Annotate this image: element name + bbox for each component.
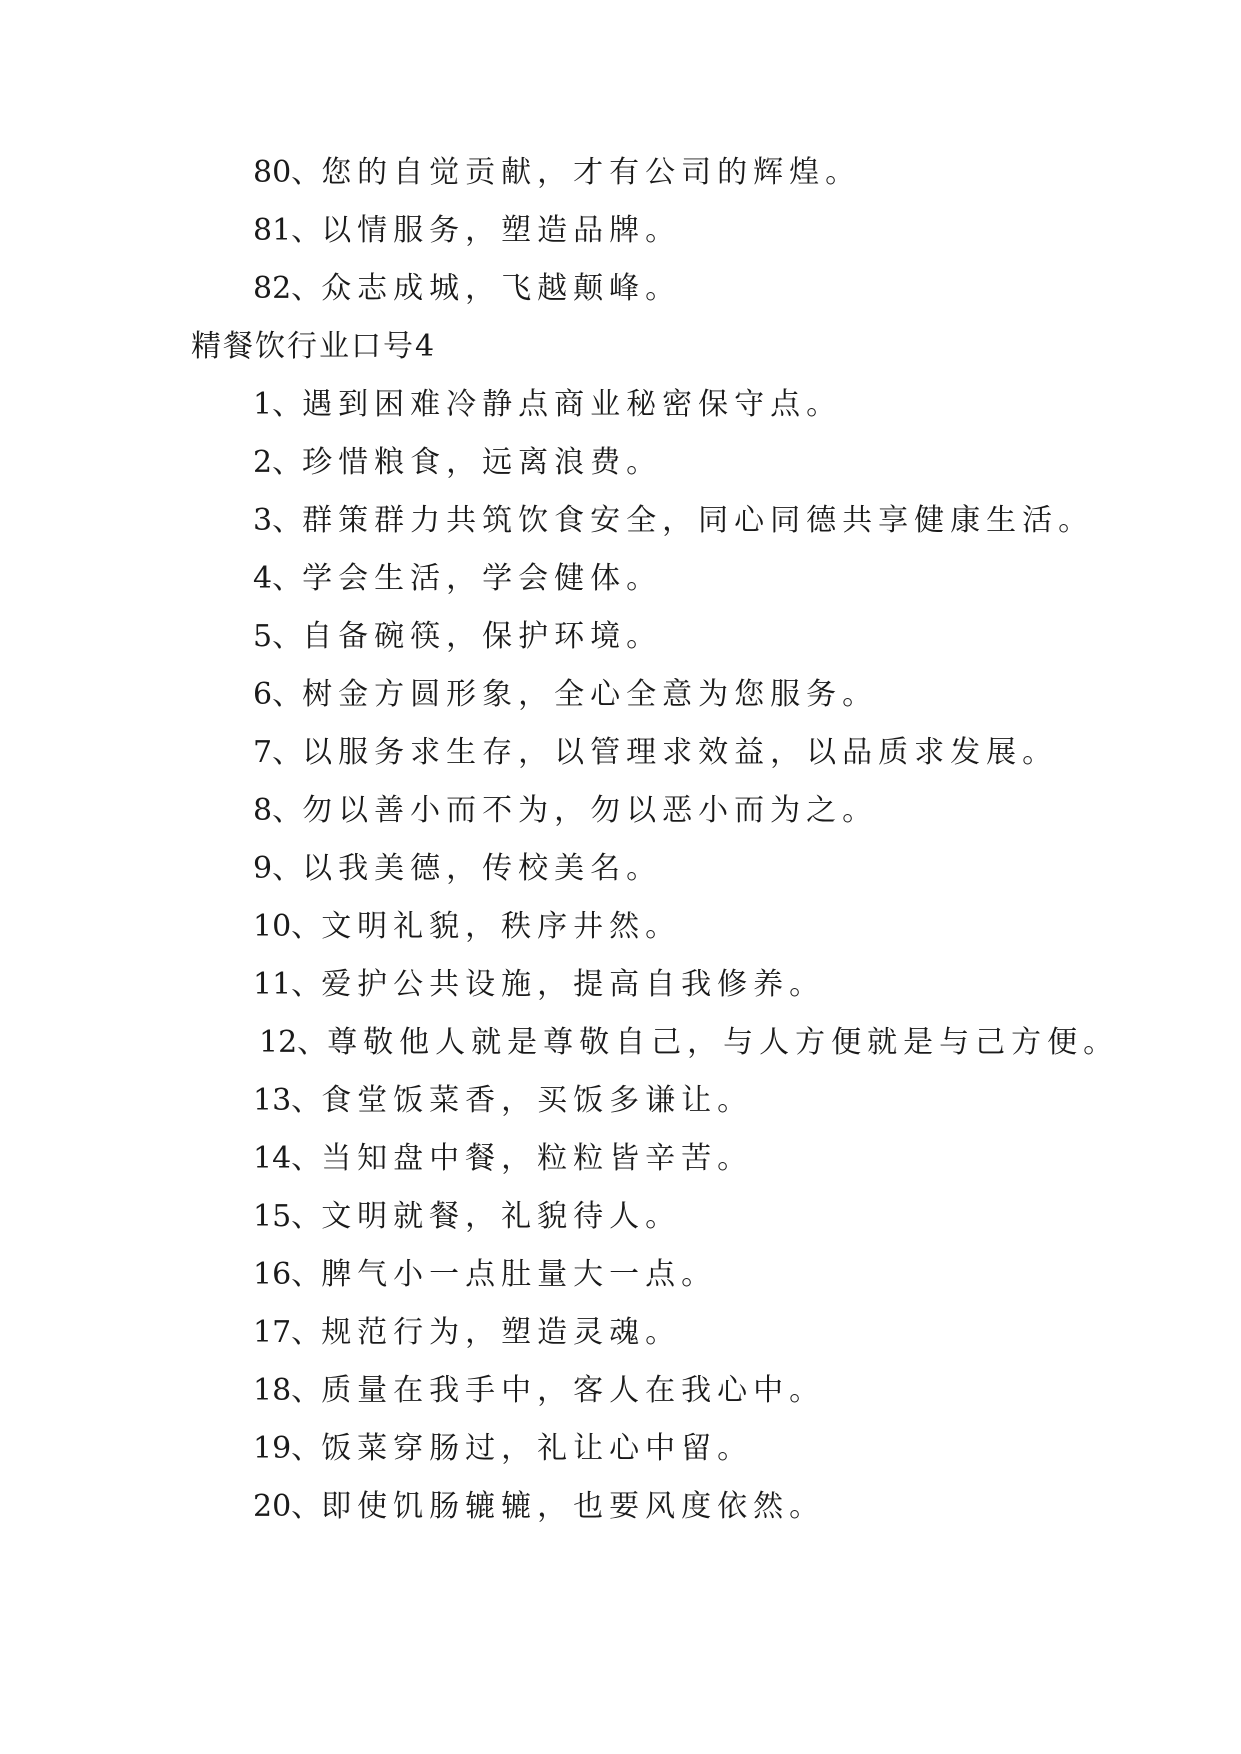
item-number: 13、 xyxy=(253,1083,322,1118)
item-number: 12、 xyxy=(259,1025,328,1060)
item-number: 4、 xyxy=(253,561,303,596)
item-text: 脾气小一点肚量大一点。 xyxy=(321,1257,718,1292)
list-item xyxy=(0,260,1241,318)
item-number: 2、 xyxy=(253,445,303,480)
item-text: 珍惜粮食，远离浪费。 xyxy=(302,445,663,480)
item-number: 16、 xyxy=(253,1257,322,1292)
item-text: 以我美德，传校美名。 xyxy=(302,851,663,886)
list-item xyxy=(0,202,1241,260)
item-text: 当知盘中餐，粒粒皆辛苦。 xyxy=(321,1141,754,1176)
list-item xyxy=(0,1014,1241,1072)
item-number: 1、 xyxy=(253,387,303,422)
item-text: 自备碗筷，保护环境。 xyxy=(302,619,663,654)
list-item xyxy=(0,782,1241,840)
item-text: 尊敬他人就是尊敬自己，与人方便就是与己方便。 xyxy=(327,1025,1120,1060)
item-number: 7、 xyxy=(253,735,303,770)
item-number: 8、 xyxy=(253,793,303,828)
item-text: 群策群力共筑饮食安全，同心同德共享健康生活。 xyxy=(302,503,1095,538)
item-text: 食堂饭菜香，买饭多谦让。 xyxy=(321,1083,754,1118)
item-text: 规范行为，塑造灵魂。 xyxy=(321,1315,682,1350)
section-title: 精餐饮行业口号4 xyxy=(191,329,437,364)
list-item xyxy=(0,550,1241,608)
list-item xyxy=(0,1246,1241,1304)
item-number: 18、 xyxy=(253,1373,322,1408)
list-item xyxy=(0,1188,1241,1246)
item-text: 饭菜穿肠过，礼让心中留。 xyxy=(321,1431,754,1466)
item-number: 15、 xyxy=(253,1199,322,1234)
item-text: 爱护公共设施，提高自我修养。 xyxy=(321,967,826,1002)
list-item xyxy=(0,1362,1241,1420)
item-number: 20、 xyxy=(253,1489,322,1524)
item-text: 树金方圆形象，全心全意为您服务。 xyxy=(302,677,879,712)
item-text: 质量在我手中，客人在我心中。 xyxy=(321,1373,826,1408)
list-item xyxy=(0,1420,1241,1478)
item-number: 3、 xyxy=(253,503,303,538)
item-number: 14、 xyxy=(253,1141,322,1176)
list-item xyxy=(0,840,1241,898)
list-item xyxy=(0,666,1241,724)
list-item xyxy=(0,898,1241,956)
item-text: 遇到困难冷静点商业秘密保守点。 xyxy=(302,387,843,422)
list-item xyxy=(0,608,1241,666)
list-item xyxy=(0,144,1241,202)
list-item xyxy=(0,956,1241,1014)
list-item xyxy=(0,376,1241,434)
item-text: 文明就餐，礼貌待人。 xyxy=(321,1199,682,1234)
item-text: 您的自觉贡献，才有公司的辉煌。 xyxy=(321,155,862,190)
item-number: 10、 xyxy=(253,909,322,944)
list-item xyxy=(0,434,1241,492)
item-number: 11、 xyxy=(253,967,322,1002)
item-text: 文明礼貌，秩序井然。 xyxy=(321,909,682,944)
item-number: 80、 xyxy=(253,155,322,190)
item-number: 6、 xyxy=(253,677,303,712)
item-text: 勿以善小而不为，勿以恶小而为之。 xyxy=(302,793,879,828)
document-body xyxy=(0,144,1241,1536)
item-number: 82、 xyxy=(253,271,322,306)
item-text: 学会生活，学会健体。 xyxy=(302,561,663,596)
item-number: 5、 xyxy=(253,619,303,654)
item-number: 19、 xyxy=(253,1431,322,1466)
list-item xyxy=(0,1130,1241,1188)
item-number: 9、 xyxy=(253,851,303,886)
item-text: 以服务求生存，以管理求效益，以品质求发展。 xyxy=(302,735,1059,770)
item-number: 17、 xyxy=(253,1315,322,1350)
item-number: 81、 xyxy=(253,213,322,248)
list-item xyxy=(0,724,1241,782)
item-text: 众志成城，飞越颠峰。 xyxy=(321,271,682,306)
list-item xyxy=(0,1478,1241,1536)
list-item xyxy=(0,1304,1241,1362)
list-item xyxy=(0,1072,1241,1130)
item-text: 即使饥肠辘辘，也要风度依然。 xyxy=(321,1489,826,1524)
list-item xyxy=(0,492,1241,550)
item-text: 以情服务，塑造品牌。 xyxy=(321,213,682,248)
